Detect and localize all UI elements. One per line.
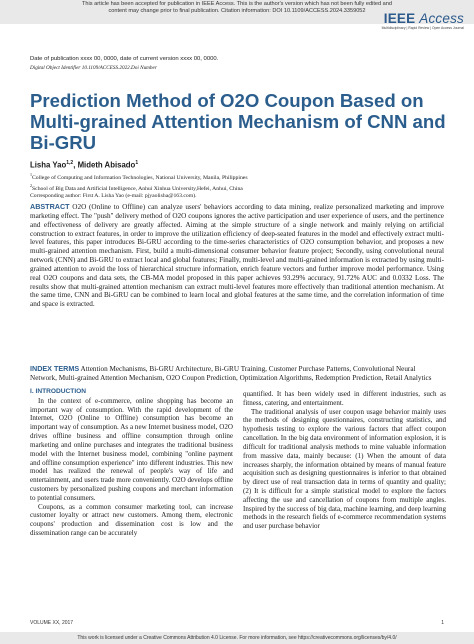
ieee-access-logo[interactable]: [382, 12, 464, 30]
author-superscript: 1: [135, 160, 139, 166]
affiliation-sup: 2: [30, 183, 32, 189]
section-heading: I. INTRODUCTION: [30, 388, 87, 395]
author-list: [30, 160, 444, 170]
logo-access: Access: [419, 11, 464, 26]
index-terms-text: Attention Mechanisms, Bi-GRU Architecture, Bi-GRU Training, Customer Purchase Patterns, Convolutional Neural Network, Multi-grained Attention Mechanism, O2O Coupon Prediction, Optimization Algorithms, Redemption Prediction, Retail Analytics: [30, 365, 432, 382]
doi-line: Digital Object Identifier 10.1109/ACCESS.2022.Doi Number: [30, 65, 157, 71]
index-terms-heading: INDEX TERMS: [30, 364, 80, 373]
volume-footer: VOLUME XX, 2017: [30, 620, 74, 626]
license-bar: [0, 632, 474, 644]
abstract-heading: ABSTRACT: [30, 202, 70, 211]
corresponding-author: Corresponding author: First A. Lisha Yao (e-mail: pjyaolisha@163.com).: [30, 193, 197, 199]
notice-line-2: content may change prior to final publication. Citation information: DOI 10.1109/ACCESS.2024.3359052: [108, 8, 366, 14]
affiliation-line: [30, 171, 444, 182]
publication-dates: Date of publication xxxx 00, 0000, date of current version xxxx 00, 0000.: [30, 56, 219, 62]
paragraph: quantified. It has been widely used in different industries, such as fitness, catering, and entertainment.: [243, 390, 446, 407]
index-terms: [30, 365, 444, 383]
author-name: Mideth Abisado: [77, 160, 136, 170]
license-text[interactable]: This work is licensed under a Creative Commons Attribution 4.0 License. For more information, see https://creativecommons.org/licenses/by/4.0/: [77, 635, 397, 641]
affiliation-line: [30, 182, 444, 193]
affiliation-text: School of Big Data and Artificial Intelligence, Anhui Xinhua University,Hefei, Anhui, China: [32, 186, 243, 193]
notice-line-1: This article has been accepted for publication in IEEE Access. This is the author's version which has not been fully edited and: [81, 1, 393, 7]
abstract-text: O2O (Online to Offline) can analyze users' behaviors according to data mining, realize personalized marketing and improve marketing effect. The "push" delivery method of O2O coupons ignores the active participation and user experience of users, and the pertinence and effectiveness of delivery are greatly affected. Aiming at the simple structure of a single network and mainly relying on artificial construction to extract features, in order to improve the utilization efficiency of deep-seated features in the model and effectively extract multi-level features, this paper introduces Bi-GRU according to the time-series characteristics of O2O consumption behavior, and proposes a new multi-grained attention mechanism. First, build a multi-dimensional consumer behavior feature project; Secondly, using convolutional neural network (CNN) and Bi-GRU to extract local and global features; Finally, multi-level and multi-grained information is extracted by using multi-grained attention to avoid the loss of hierarchical structure information, enrich feature vectors and further improve model performance. Using real O2O coupons and data sets, the CB-MA model proposed in this paper achieves 93.29% accuracy, 91.72% AUC and 0.0332 Loss. The results show that multi-grained attention mechanism can extract multi-level features more effectively than traditional attention mechanism. At the same time, CNN and Bi-GRU can be combined to learn local and global features at the same time, and the correlation information of time and space is extracted.: [30, 203, 444, 309]
publication-meta: [30, 55, 444, 73]
affiliations: [30, 171, 444, 194]
paragraph: In the context of e-commerce, online shopping has become an important way of consumption. With the rapid development of the Internet, O2O (Online to Offline) consumption has become an important way of consumption. As a new Internet business model, O2O drives offline business and offline consumption through online marketing and online purchases and integrates the traditional business model with the Internet business model, combining "online payment and offline consumption experience" into different industries. This new model has realized the renewal of people's way of life and entertainment, and users trade more conveniently. O2O develops offline customers by personalized pushing coupons and merchant information to potential consumers.: [30, 396, 233, 502]
paragraph: Coupons, as a common consumer marketing tool, can increase customer loyalty or attract new customers. Among them, electronic coupons' production and dissemination cost is low and the dissemination range can be accurately: [30, 502, 233, 537]
author-separator: ,: [73, 160, 78, 170]
abstract: [30, 203, 444, 309]
affiliation-sup: 1: [30, 172, 32, 177]
logo-tagline: Multidisciplinary | Rapid Review | Open Access Journal: [381, 26, 464, 30]
right-column: [243, 390, 446, 531]
affiliation-text: College of Computing and Information Technologies, National University, Manila, Philippines: [32, 174, 248, 181]
author-superscript: 1,2: [66, 160, 74, 166]
paragraph: The traditional analysis of user coupon usage behavior mainly uses the methods of designing questionnaires, constructing statistics, and hypothesis testing to explore the various factors that affect coupon cancellation. In the big data environment of information explosion, it is difficult for traditional analysis methods to mine valuable information from massive data, mainly because: (1) When the amount of data increases sharply, the information obtained by means of manual feature acquisition such as designing questionnaires is inferior to that obtained by direct use of real transaction data in terms of quantity and quality; (2) It is difficult for a simple statistical model to explore the factors affecting the use and cancellation of coupons from multiple angles. Inspired by the success of big data, machine learning, and deep learning methods in the research fields of e-commerce recommendation systems and user purchase behavior: [243, 407, 446, 531]
paper-title: Prediction Method of O2O Coupon Based on Multi-grained Attention Mechanism of CNN and Bi-GRU: [30, 90, 446, 153]
logo-ieee: IEEE: [383, 11, 416, 26]
author-name: Lisha Yao: [30, 160, 67, 170]
left-column: [30, 388, 233, 538]
page-number: 1: [441, 620, 444, 626]
